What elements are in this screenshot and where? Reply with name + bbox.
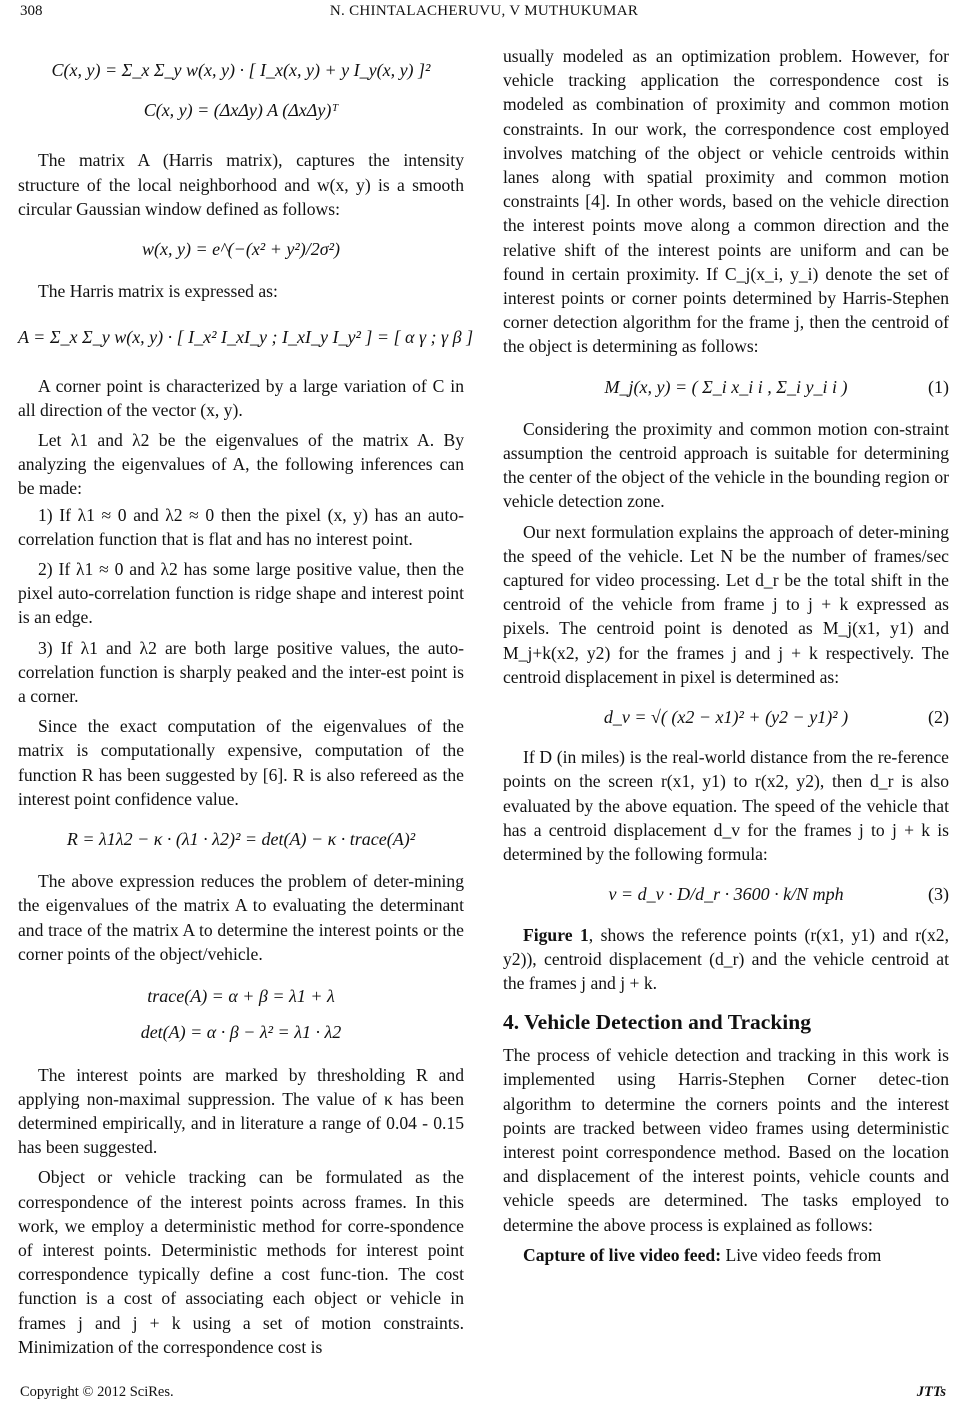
paragraph-usually: usually modeled as an optimization problem. However, for vehicle tracking application the correspondence cost is modeled as combination of proximity and common motion constraints. In our work, the correspondence cost employed involves matching of the object or vehicle centroids within lanes along with spatial proximity and common motion constraints [4]. In other words, based on the vehicle direction the interest points move along a common direction and the relative shift of the interest points are uniform and can be found in certain proximity. If C_j(x_i, y_i) denote the set of interest points or corner points determined by Harris-Stephen corner detection algorithm for the frame j, then the centroid of the object is determining as follows: xyxy=(503,46,949,357)
capture-text: Live video feeds from xyxy=(721,1244,882,1265)
equation-3 xyxy=(503,882,949,906)
paragraph-expressed: The Harris matrix is expressed as: xyxy=(38,281,278,302)
equation-harris-matrix: A = Σ_x Σ_y w(x, y) · [ I_x² I_xI_y ; I_xI_y I_y² ] = [ α γ ; γ β ] xyxy=(18,327,474,348)
capture-heading: Capture of live video feed: xyxy=(523,1244,722,1265)
paragraph-next-formulation: Our next formulation explains the approach of deter-mining the speed of the vehicle. Let N be the number of frames/sec captured for video processing. Let d_r be the total shift in the centroid of the vehicle from frame j to j + k expressed as pixels. The centroid point is denoted as M_j(x1, y1) and M_j+k(x2, y2) for the frames j and j + k respectively. The centroid displacement in pixel is determined as: xyxy=(503,521,949,687)
equation-2-body: d_v = √( (x2 − x1)² + (y2 − y1)² ) xyxy=(603,707,849,728)
left-column xyxy=(18,44,474,1359)
equation-c2: C(x, y) = (ΔxΔy) A (ΔxΔy)ᵀ xyxy=(143,100,339,121)
equation-det: det(A) = α · β − λ² = λ1 · λ2 xyxy=(140,1022,342,1043)
paragraph-case-3: 3) If λ1 and λ2 are both large positive values, the auto-correlation function is sharply peaked and the inter-est point is a corner. xyxy=(18,637,464,707)
paragraph-figure-1 xyxy=(503,923,949,996)
paragraph-considering: Considering the proximity and common motion con-straint assumption the centroid approach is suitable for determining the center of the object of the vehicle in the bounding region or vehicle detection zone. xyxy=(503,418,949,512)
journal-name: JTTs xyxy=(916,1384,946,1400)
equation-1-number: (1) xyxy=(928,376,949,397)
copyright-notice: Copyright © 2012 SciRes. xyxy=(20,1384,174,1400)
page-footer xyxy=(0,1384,968,1406)
equation-1-body: M_j(x, y) = ( Σ_i x_i i , Σ_i y_i i ) xyxy=(604,376,848,397)
paragraph-harris: The matrix A (Harris matrix), captures the intensity structure of the local neighborhood and w(x, y) is a smooth circular Gaussian window defined as follows: xyxy=(18,150,464,219)
paragraph-corner: A corner point is characterized by a large variation of C in all direction of the vector (x, y). xyxy=(18,375,464,420)
running-header xyxy=(0,0,968,26)
section-4-heading: 4. Vehicle Detection and Tracking xyxy=(503,1010,811,1035)
paragraph-case-2: 2) If λ1 ≈ 0 and λ2 has some large positive value, then the pixel auto-correlation function is ridge shape and interest point is an edge. xyxy=(18,559,464,628)
right-column xyxy=(503,44,949,1267)
paragraph-threshold: The interest points are marked by thresholding R and applying non-maximal suppression. The value of κ has been determined empirically, and in literature a range of 0.04 - 0.15 has been suggested. xyxy=(18,1064,464,1158)
equation-1 xyxy=(503,375,949,399)
paragraph-object-tracking: Object or vehicle tracking can be formulated as the correspondence of the interest points across frames. In this work, we employ a deterministic method for corre-spondence of interest points. Deterministic methods for interest point correspondence typically define a cost func-tion. The cost function is a cost of associating each object or vehicle in frames j and j + k using a set of motion constraints. Minimization of the correspondence cost is xyxy=(18,1167,464,1357)
paragraph-if-d: If D (in miles) is the real-world distance from the re-ference points on the screen r(x1, y1) to r(x2, y2), then d_r is also evaluated by the above equation. The speed of the vehicle that has a centroid displacement d_v for the frames j to j + k is determined by the following formula: xyxy=(503,747,949,865)
equation-2-number: (2) xyxy=(928,707,949,728)
equation-trace: trace(A) = α + β = λ1 + λ xyxy=(147,986,335,1007)
equation-c1: C(x, y) = Σ_x Σ_y w(x, y) · [ I_x(x, y) + y I_y(x, y) ]² xyxy=(51,60,431,80)
paragraph-eigen: Let λ1 and λ2 be the eigenvalues of the matrix A. By analyzing the eigenvalues of A, the following inferences can be made: xyxy=(18,430,464,499)
equation-2 xyxy=(503,705,949,729)
figure-1-text: , shows the reference points (r(x1, y1) and r(x2, y2)), centroid displacement (d_r) and the vehicle centroid at the frames j and j + k. xyxy=(503,924,950,993)
paragraph-above: The above expression reduces the problem of deter-mining the eigenvalues of the matrix A to evaluating the determinant and trace of the matrix A to determine the interest points or the corner points of the object/vehicle. xyxy=(18,871,464,964)
paragraph-case-1: 1) If λ1 ≈ 0 and λ2 ≈ 0 then the pixel (x, y) has an auto-correlation function that is flat and has no interest point. xyxy=(18,504,464,549)
equation-w: w(x, y) = e^(−(x² + y²)/2σ²) xyxy=(141,239,341,260)
paragraph-process: The process of vehicle detection and tracking in this work is implemented using Harris-Stephen Corner detec-tion algorithm to determine the corners points and the interest points are tracked between video frames using deterministic interest point correspondence method. Based on the location and displacement of the interest points, vehicle counts and vehicle speeds are determined. The tasks employed to determine the above process is explained as follows: xyxy=(503,1045,949,1235)
paragraph-capture xyxy=(503,1243,949,1267)
equation-r: R = λ1λ2 − κ · (λ1 · λ2)² = det(A) − κ · trace(A)² xyxy=(66,829,416,850)
equation-3-number: (3) xyxy=(928,884,949,905)
figure-1-reference: Figure 1 xyxy=(523,924,589,945)
header-authors: N. CHINTALACHERUVU, V MUTHUKUMAR xyxy=(329,3,639,19)
equation-3-body: v = d_v · D/d_r · 3600 · k/N mph xyxy=(608,884,844,905)
paragraph-since: Since the exact computation of the eigenvalues of the matrix is computationally expensive, computation of the function R has been suggested by [6]. R is also refereed as the interest point confidence value. xyxy=(18,716,464,809)
page-number: 308 xyxy=(20,3,43,19)
